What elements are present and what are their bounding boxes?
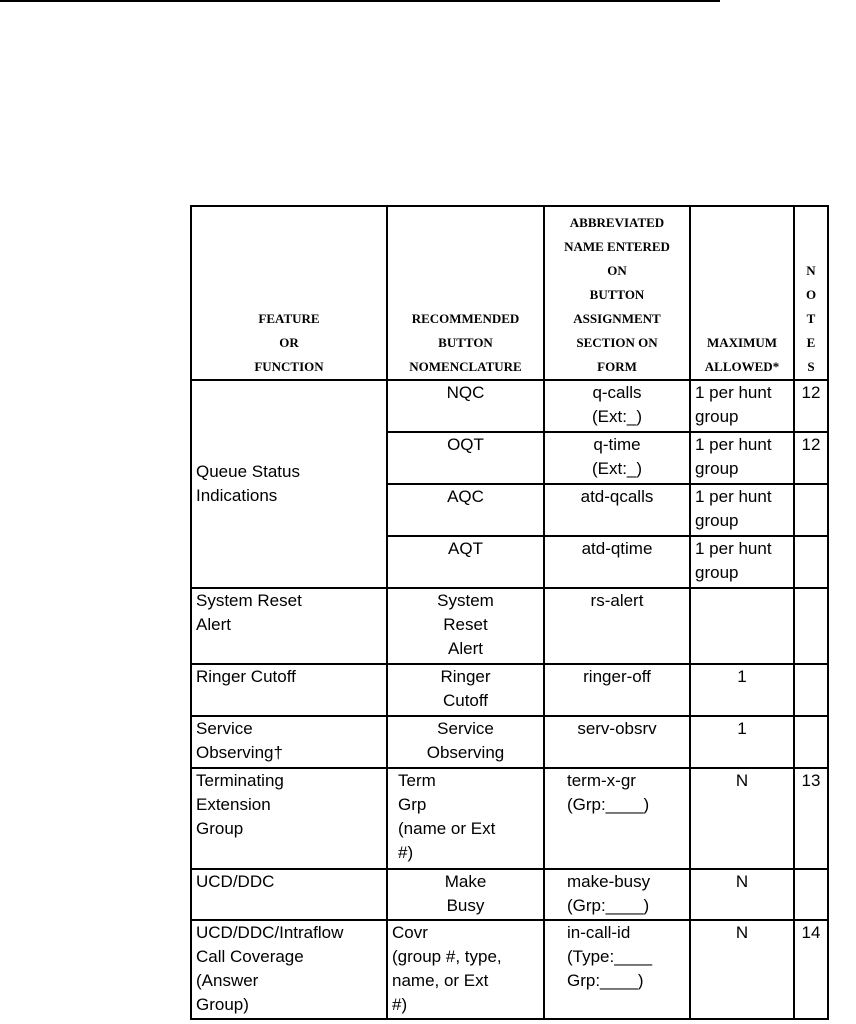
cell-maximum: 1 xyxy=(690,716,794,768)
cell-maximum xyxy=(690,588,794,664)
cell-abbreviated: q-time (Ext:_) xyxy=(544,432,690,484)
table-row xyxy=(191,380,828,432)
cell-abbreviated: atd-qcalls xyxy=(544,484,690,536)
cell-abbreviated: ringer-off xyxy=(544,664,690,716)
cell-nomenclature: Covr (group #, type, name, or Ext #) xyxy=(387,920,544,1019)
cell-feature: Service Observing† xyxy=(191,716,387,768)
cell-feature: Queue Status Indications xyxy=(191,380,387,588)
header-nomenclature: RECOMMENDED BUTTON NOMENCLATURE xyxy=(387,206,544,380)
cell-notes xyxy=(794,664,828,716)
cell-nomenclature: OQT xyxy=(387,432,544,484)
cell-feature: System Reset Alert xyxy=(191,588,387,664)
header-maximum: MAXIMUM ALLOWED* xyxy=(690,206,794,380)
cell-maximum: 1 per hunt group xyxy=(690,536,794,588)
header-abbreviated: ABBREVIATED NAME ENTERED ON BUTTON ASSIGNMENT SECTION ON FORM xyxy=(544,206,690,380)
top-rule xyxy=(0,0,720,2)
cell-maximum: 1 per hunt group xyxy=(690,484,794,536)
cell-maximum: N xyxy=(690,869,794,920)
cell-notes: 14 xyxy=(794,920,828,1019)
cell-feature: Ringer Cutoff xyxy=(191,664,387,716)
cell-notes xyxy=(794,869,828,920)
cell-maximum: N xyxy=(690,768,794,869)
cell-feature: Terminating Extension Group xyxy=(191,768,387,869)
cell-maximum: 1 xyxy=(690,664,794,716)
cell-nomenclature: System Reset Alert xyxy=(387,588,544,664)
cell-nomenclature: Service Observing xyxy=(387,716,544,768)
cell-notes xyxy=(794,588,828,664)
cell-nomenclature: NQC xyxy=(387,380,544,432)
cell-abbreviated: atd-qtime xyxy=(544,536,690,588)
header-feature: FEATURE OR FUNCTION xyxy=(191,206,387,380)
cell-notes: 12 xyxy=(794,432,828,484)
cell-nomenclature: AQC xyxy=(387,484,544,536)
cell-maximum: 1 per hunt group xyxy=(690,380,794,432)
table-row xyxy=(191,664,828,716)
cell-nomenclature: Make Busy xyxy=(387,869,544,920)
cell-notes xyxy=(794,536,828,588)
cell-nomenclature: Ringer Cutoff xyxy=(387,664,544,716)
table-row xyxy=(191,920,828,1019)
table-row xyxy=(191,768,828,869)
table-row xyxy=(191,716,828,768)
cell-abbreviated: q-calls (Ext:_) xyxy=(544,380,690,432)
cell-maximum: 1 per hunt group xyxy=(690,432,794,484)
cell-notes: 13 xyxy=(794,768,828,869)
header-row xyxy=(191,206,828,380)
table-row xyxy=(191,588,828,664)
cell-feature: UCD/DDC/Intraflow Call Coverage (Answer Group) xyxy=(191,920,387,1019)
button-assignment-table xyxy=(190,205,829,1020)
cell-abbreviated: in-call-id (Type:____ Grp:____) xyxy=(544,920,690,1019)
cell-abbreviated: make-busy (Grp:____) xyxy=(544,869,690,920)
table-row xyxy=(191,869,828,920)
cell-abbreviated: term-x-gr (Grp:____) xyxy=(544,768,690,869)
cell-nomenclature: Term Grp (name or Ext #) xyxy=(387,768,544,869)
cell-nomenclature: AQT xyxy=(387,536,544,588)
cell-maximum: N xyxy=(690,920,794,1019)
cell-notes xyxy=(794,484,828,536)
cell-abbreviated: rs-alert xyxy=(544,588,690,664)
cell-feature: UCD/DDC xyxy=(191,869,387,920)
header-notes: N O T E S xyxy=(794,206,828,380)
cell-notes: 12 xyxy=(794,380,828,432)
cell-abbreviated: serv-obsrv xyxy=(544,716,690,768)
cell-notes xyxy=(794,716,828,768)
